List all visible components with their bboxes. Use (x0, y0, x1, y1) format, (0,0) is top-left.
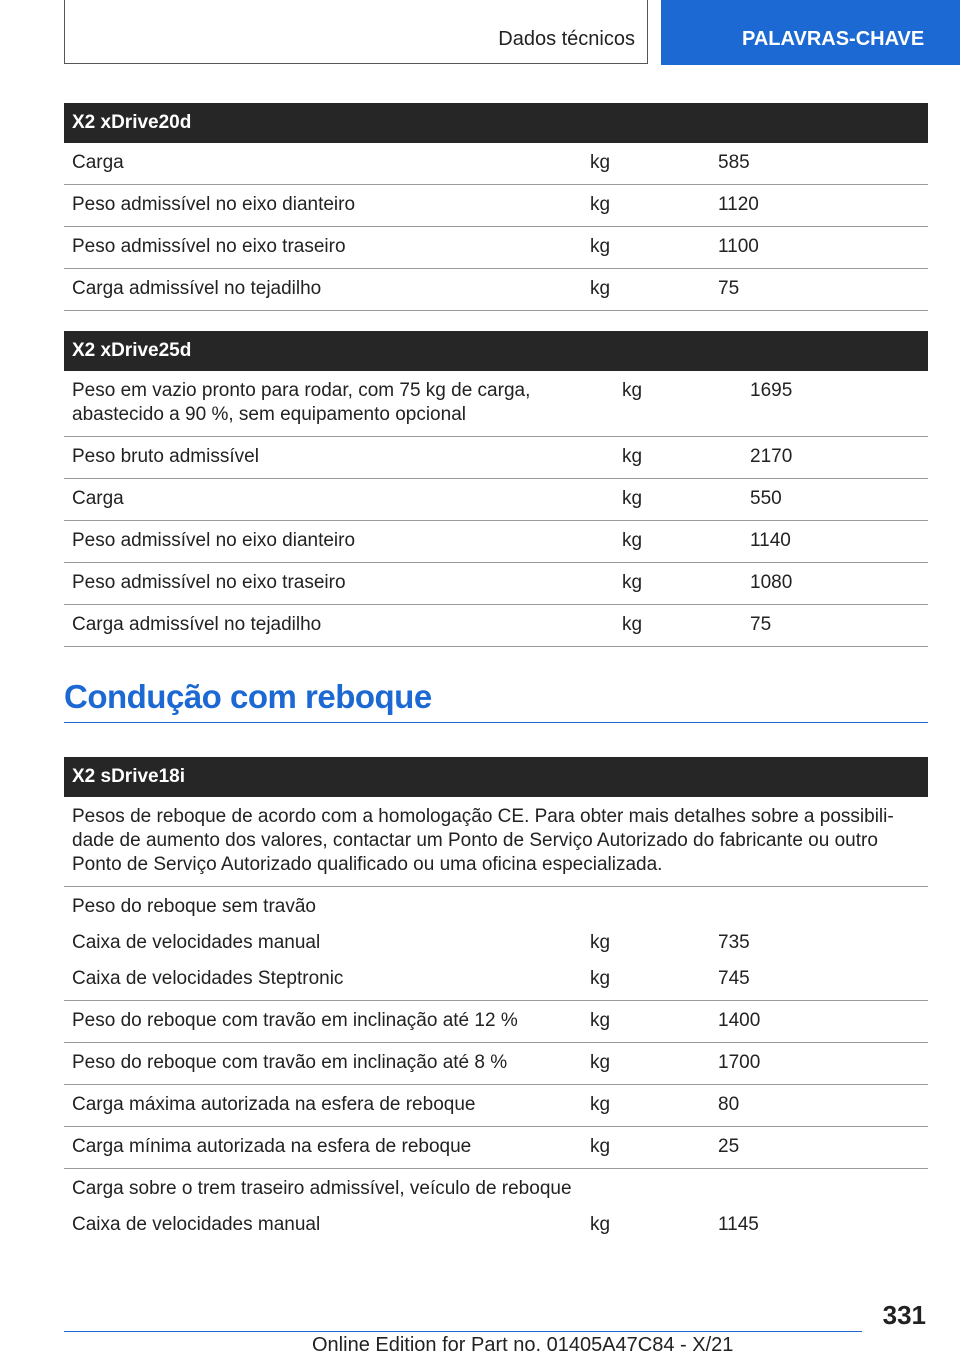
row-label: Carga sobre o trem traseiro admissível, veículo de reboque (72, 1178, 572, 1199)
row-unit: kg (614, 605, 742, 647)
row-unit: kg (614, 563, 742, 605)
row-unit: kg (582, 227, 710, 269)
keywords-tab[interactable]: PALAVRAS-CHAVE (661, 0, 960, 65)
table-row (64, 563, 928, 605)
row-value: 585 (710, 143, 928, 185)
row-value: 1400 (710, 1001, 928, 1043)
row-label: Carga (64, 143, 582, 185)
row-label: Caixa de velocidades manual (72, 932, 321, 953)
footer-divider (64, 1331, 862, 1332)
table-row (64, 959, 928, 1001)
table-row (64, 479, 928, 521)
row-label: Caixa de velocidades Steptronic (64, 959, 582, 1001)
row-unit: kg (614, 479, 742, 521)
table-title: X2 xDrive20d (64, 103, 928, 143)
table-row (64, 1127, 928, 1169)
table-row (64, 227, 928, 269)
spec-table-sdrive18i (64, 757, 928, 1246)
section-tab[interactable] (64, 0, 648, 64)
table-row (64, 887, 928, 924)
table-row (64, 143, 928, 185)
row-unit: kg (582, 959, 710, 1001)
row-label: Carga admissível no tejadilho (64, 605, 614, 647)
table-row (64, 605, 928, 647)
row-value: 1145 (718, 1214, 759, 1235)
table-row (64, 185, 928, 227)
table-row (64, 269, 928, 311)
row-unit: kg (590, 1214, 611, 1235)
table-row (64, 1001, 928, 1043)
row-label: Peso do reboque com travão em inclinação até 8 % (64, 1043, 582, 1085)
row-value: 1140 (742, 521, 928, 563)
row-label: Peso admissível no eixo dianteiro (64, 185, 582, 227)
spec-table-xdrive20d (64, 103, 928, 311)
row-value (710, 887, 928, 924)
table-row (64, 437, 928, 479)
row-label: Peso admissível no eixo traseiro (64, 563, 614, 605)
row-value: 1100 (710, 227, 928, 269)
row-label: Peso bruto admissível (64, 437, 614, 479)
row-unit: kg (582, 1085, 710, 1127)
row-label: Carga máxima autorizada na esfera de reboque (64, 1085, 582, 1127)
row-label: Peso em vazio pronto para rodar, com 75 kg de carga, abastecido a 90 %, sem equipamento opcional (64, 371, 614, 437)
row-value: 2170 (742, 437, 928, 479)
table-row (64, 923, 928, 959)
row-unit: kg (582, 143, 710, 185)
footer-edition-text: Online Edition for Part no. 01405A47C84 - X/21 (312, 1334, 734, 1356)
row-unit: kg (590, 932, 611, 953)
row-label: Peso do reboque sem travão (72, 896, 316, 917)
row-unit: kg (582, 269, 710, 311)
row-unit (582, 887, 710, 924)
table-row (64, 371, 928, 437)
row-unit: kg (582, 1127, 710, 1169)
row-unit: kg (582, 185, 710, 227)
row-unit: kg (582, 1043, 710, 1085)
table-row (64, 1043, 928, 1085)
section-heading: Condução com reboque (64, 678, 928, 723)
table-title: X2 xDrive25d (64, 331, 928, 371)
row-value: 25 (710, 1127, 928, 1169)
row-label: Carga mínima autorizada na esfera de reboque (64, 1127, 582, 1169)
table-title: X2 sDrive18i (64, 757, 928, 797)
row-unit: kg (582, 1001, 710, 1043)
section-tab-label: Dados técnicos (498, 28, 635, 50)
table-row (64, 1205, 928, 1246)
row-label: Peso do reboque com travão em inclinação até 12 % (64, 1001, 582, 1043)
row-value: 735 (718, 932, 750, 953)
row-unit: kg (614, 437, 742, 479)
table-note-row (64, 797, 928, 887)
row-value: 1700 (710, 1043, 928, 1085)
table-row (64, 521, 928, 563)
row-value: 745 (710, 959, 928, 1001)
row-unit: kg (614, 371, 742, 437)
row-value: 75 (742, 605, 928, 647)
row-value: 550 (742, 479, 928, 521)
row-value: 1695 (742, 371, 928, 437)
row-value: 80 (710, 1085, 928, 1127)
row-label: Caixa de velocidades manual (72, 1214, 321, 1235)
spec-table-xdrive25d (64, 331, 928, 647)
row-label: Peso admissível no eixo traseiro (64, 227, 582, 269)
table-row (64, 1169, 928, 1206)
row-value: 75 (710, 269, 928, 311)
row-label: Carga (64, 479, 614, 521)
page-number: 331 (882, 1300, 926, 1330)
row-value: 1080 (742, 563, 928, 605)
row-unit: kg (614, 521, 742, 563)
row-label: Carga admissível no tejadilho (64, 269, 582, 311)
row-label: Peso admissível no eixo dianteiro (64, 521, 614, 563)
row-value: 1120 (710, 185, 928, 227)
table-row (64, 1085, 928, 1127)
table-note: Pesos de reboque de acordo com a homologação CE. Para obter mais detalhes sobre a possibilidade de aumento dos valores, contactar um Ponto de Serviço Autorizado do fabricante ou outro Ponto de Serviço Autorizado qualificado ou uma oficina especializada. (64, 797, 928, 887)
